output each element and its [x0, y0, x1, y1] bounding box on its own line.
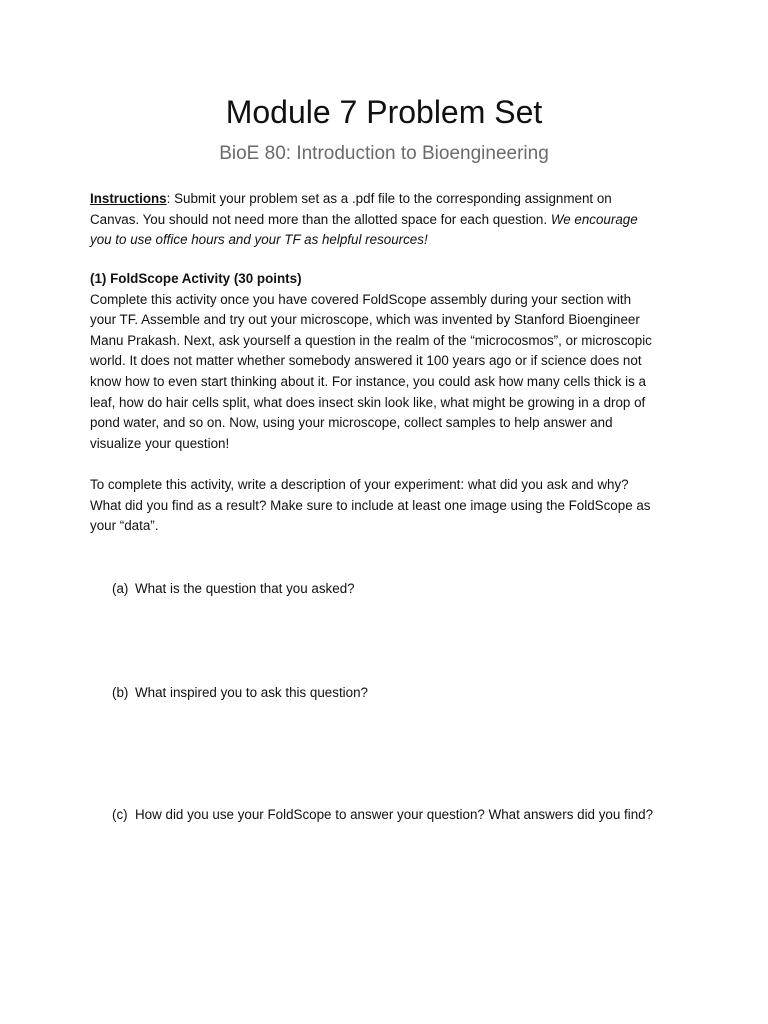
activity-line: leaf, how do hair cells split, what does insect skin look like, what might be growing in a drop of [90, 394, 646, 410]
activity-line: know how to even start thinking about it. For instance, you could ask how many cells thick is a [90, 373, 646, 389]
activity-line: visualize your question! [90, 435, 230, 451]
instructions-text-2: Canvas. You should not need more than the allotted space for each question. [90, 211, 551, 227]
task-line: What did you find as a result? Make sure to include at least one image using the FoldScope as [90, 497, 651, 513]
task-paragraph [90, 475, 690, 537]
instructions-paragraph [90, 189, 690, 251]
instructions-label: Instructions [90, 191, 167, 206]
activity-line: Manu Prakash. Next, ask yourself a question in the realm of the “microcosmos”, or microscopic [90, 332, 652, 348]
activity-line: your TF. Assemble and try out your microscope, which was invented by Stanford Bioengineer [90, 312, 640, 328]
activity-line: Complete this activity once you have covered FoldScope assembly during your section with [90, 291, 632, 307]
instructions-emphasis-1: We encourage [550, 211, 638, 227]
instructions-emphasis-2: you to use office hours and your TF as helpful resources! [90, 232, 428, 248]
activity-line: world. It does not matter whether somebody answered it 100 years ago or if science does not [90, 353, 642, 369]
question-text: How did you use your FoldScope to answer your question? What answers did you find? [135, 807, 654, 822]
question-text: What inspired you to ask this question? [135, 685, 368, 700]
question-text: What is the question that you asked? [135, 581, 355, 596]
activity-section [90, 269, 690, 454]
question-marker: (b) [112, 685, 129, 700]
question-c [112, 805, 712, 825]
question-b [112, 683, 712, 703]
task-line: your “data”. [90, 518, 159, 534]
question-marker: (a) [112, 581, 129, 596]
instructions-text-1: : Submit your problem set as a .pdf file to the corresponding assignment on [166, 191, 612, 206]
question-a [112, 579, 712, 599]
page-title: Module 7 Problem Set [225, 94, 543, 130]
page-subtitle: BioE 80: Introduction to Bioengineering [219, 143, 549, 164]
instructions-line-1 [90, 189, 690, 210]
activity-line: pond water, and so on. Now, using your microscope, collect samples to help answer and [90, 415, 613, 431]
task-line: To complete this activity, write a description of your experiment: what did you ask and why? [90, 477, 629, 492]
instructions-line-2 [90, 210, 690, 231]
activity-heading: (1) FoldScope Activity (30 points) [90, 271, 302, 286]
question-marker: (c) [112, 807, 128, 822]
